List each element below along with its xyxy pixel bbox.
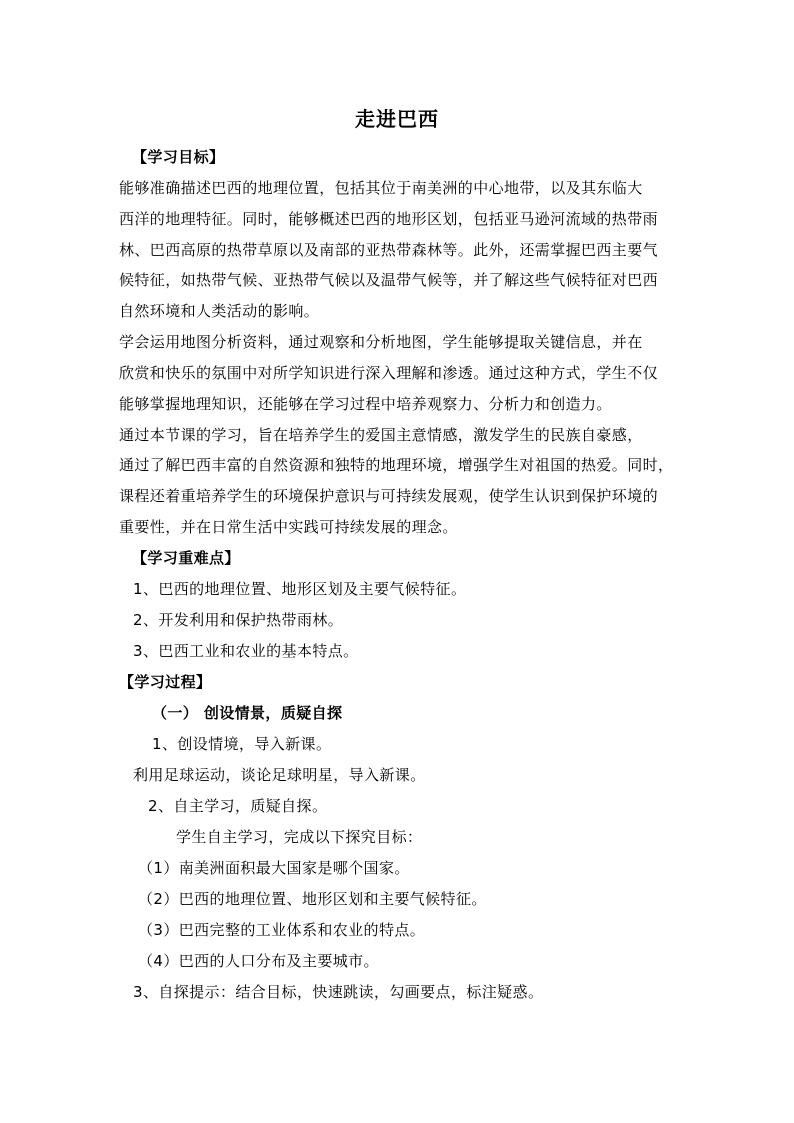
document-title: 走进巴西 — [355, 107, 439, 131]
process-step: 1、创设情境，导入新课。 — [152, 735, 332, 753]
paragraph-line: 课程还着重培养学生的环境保护意识与可持续发展观，使学生认识到保护环境的 — [119, 487, 659, 505]
process-subheading: （一） 创设情景，质疑自探 — [152, 704, 343, 722]
paragraph-line: 学会运用地图分析资料，通过观察和分析地图，学生能够提取关键信息，并在 — [119, 333, 643, 351]
paragraph-line: 自然环境和人类活动的影响。 — [119, 302, 320, 320]
key-point-item: 2、开发利用和保护热带雨林。 — [133, 611, 344, 629]
key-points-heading: 【学习重难点】 — [132, 549, 240, 567]
question-item: （4）巴西的人口分布及主要城市。 — [138, 952, 379, 970]
paragraph-line: 能够掌握地理知识，还能够在学习过程中培养观察力、分析力和创造力。 — [119, 395, 612, 413]
paragraph-line: 候特征，如热带气候、亚热带气候以及温带气候等，并了解这些气候特征对巴西 — [119, 271, 659, 289]
objectives-heading: 【学习目标】 — [132, 148, 225, 166]
paragraph-line: 西洋的地理特征。同时，能够概述巴西的地形区划，包括亚马逊河流域的热带雨 — [119, 210, 659, 228]
question-item: （1）南美洲面积最大国家是哪个国家。 — [138, 859, 410, 877]
paragraph-line: 能够准确描述巴西的地理位置，包括其位于南美洲的中心地带，以及其东临大 — [119, 179, 643, 197]
paragraph-line: 林、巴西高原的热带草原以及南部的亚热带森林等。此外，还需掌握巴西主要气 — [119, 241, 659, 259]
question-item: （3）巴西完整的工业体系和农业的特点。 — [138, 921, 426, 939]
key-point-item: 3、巴西工业和农业的基本特点。 — [133, 642, 359, 660]
paragraph-line: 通过了解巴西丰富的自然资源和独特的地理环境，增强学生对祖国的热爱。同时， — [119, 456, 674, 474]
key-point-item: 1、巴西的地理位置、地形区划及主要气候特征。 — [133, 580, 467, 598]
process-detail: 利用足球运动，谈论足球明星，导入新课。 — [133, 766, 426, 784]
process-heading: 【学习过程】 — [119, 673, 212, 691]
paragraph-line: 重要性，并在日常生活中实践可持续发展的理念。 — [119, 518, 458, 536]
process-detail: 学生自主学习，完成以下探究目标： — [176, 828, 423, 846]
paragraph-line: 通过本节课的学习，旨在培养学生的爱国主意情感，激发学生的民族自豪感， — [119, 426, 643, 444]
process-step: 2、自主学习，质疑自探。 — [148, 797, 328, 815]
question-item: （2）巴西的地理位置、地形区划和主要气候特征。 — [138, 890, 487, 908]
process-step: 3、自探提示：结合目标，快速跳读，勾画要点，标注疑惑。 — [133, 983, 544, 1001]
paragraph-line: 欣赏和快乐的氛围中对所学知识进行深入理解和渗透。通过这种方式，学生不仅 — [119, 364, 659, 382]
